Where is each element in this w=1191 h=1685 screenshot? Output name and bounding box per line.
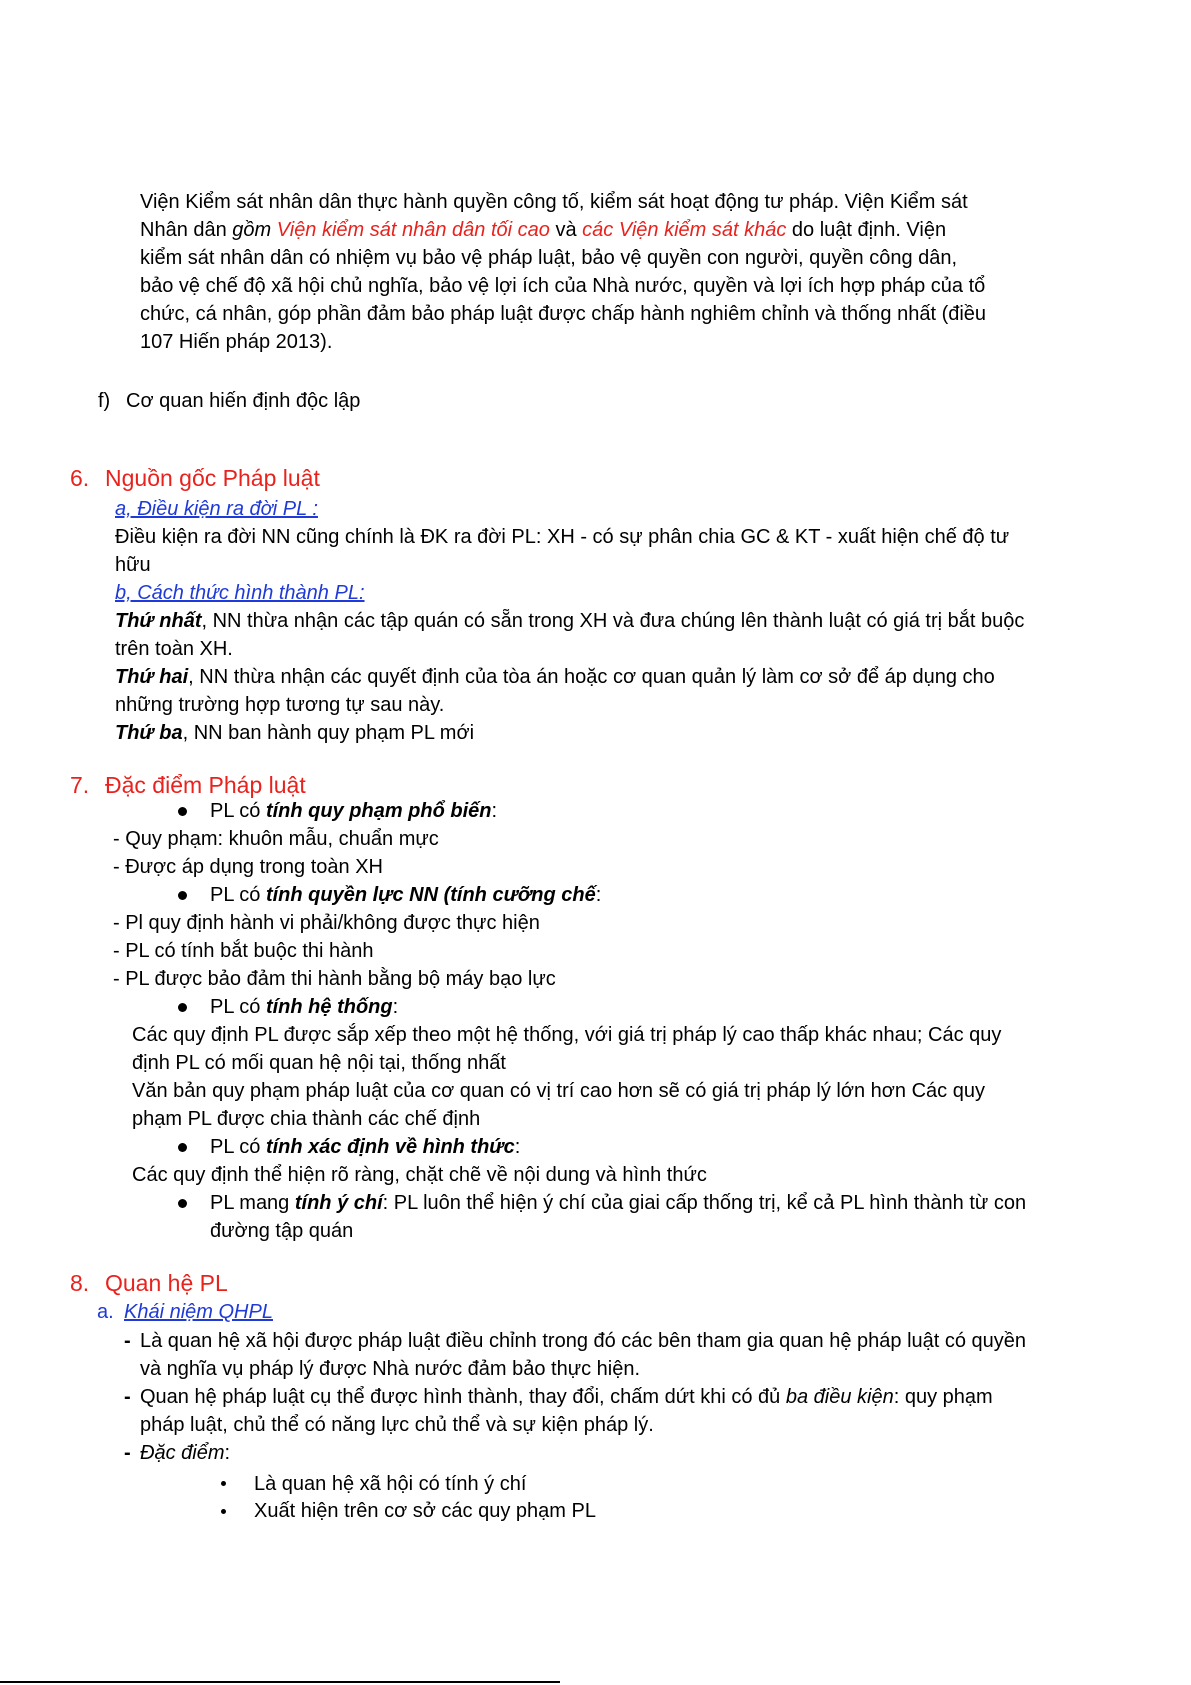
feature-he-thong-text-1: Các quy định PL được sắp xếp theo một hệ thống, với giá trị pháp lý cao thấp khác nhau; Các quy: [132, 1024, 1002, 1046]
dac-diem-item-1: Là quan hệ xã hội có tính ý chí: [254, 1473, 527, 1495]
subheading-cach-thuc: b, Cách thức hình thành PL:: [115, 582, 365, 604]
khai-niem-def-2-cont: pháp luật, chủ thể có năng lực chủ thể và sự kiện pháp lý.: [140, 1414, 654, 1436]
feature-quy-pham: PL có tính quy phạm phổ biến:: [210, 800, 498, 822]
feature-quyen-luc-note-3: - PL được bảo đảm thi hành bằng bộ máy bạo lực: [113, 968, 556, 990]
subheading-a-marker: a.: [97, 1301, 114, 1323]
dac-diem-label: Đặc điểm:: [140, 1442, 231, 1464]
dieu-kien-text-2: hữu: [115, 554, 151, 576]
dash-icon: -: [124, 1442, 131, 1464]
vks-line-1: Viện Kiểm sát nhân dân thực hành quyền công tố, kiểm sát hoạt động tư pháp. Viện Kiểm sát: [140, 191, 968, 213]
bullet-icon: [178, 1003, 187, 1012]
feature-he-thong: PL có tính hệ thống:: [210, 996, 399, 1018]
small-bullet-icon: [221, 1509, 226, 1514]
feature-he-thong-text-4: phạm PL được chia thành các chế định: [132, 1108, 481, 1130]
feature-quyen-luc-note-2: - PL có tính bắt buộc thi hành: [113, 940, 374, 962]
feature-y-chi: PL mang tính ý chí: PL luôn thể hiện ý chí của giai cấp thống trị, kể cả PL hình thành từ con: [210, 1192, 1027, 1214]
bullet-icon: [178, 1199, 187, 1208]
section-7-number: 7.: [70, 772, 90, 798]
section-7-title: Đặc điểm Pháp luật: [105, 772, 306, 798]
dac-diem-item-2: Xuất hiện trên cơ sở các quy phạm PL: [254, 1500, 596, 1522]
bullet-icon: [178, 891, 187, 900]
section-8-title: Quan hệ PL: [105, 1270, 228, 1296]
feature-y-chi-cont: đường tập quán: [210, 1220, 354, 1242]
feature-quy-pham-note-2: - Được áp dụng trong toàn XH: [113, 856, 383, 878]
vks-line-3: kiểm sát nhân dân có nhiệm vụ bảo vệ pháp luật, bảo vệ quyền con người, quyền công dân,: [140, 247, 958, 269]
vks-line-6: 107 Hiến pháp 2013).: [140, 331, 333, 353]
small-bullet-icon: [221, 1481, 226, 1486]
vks-line-2: Nhân dân gồm Viện kiểm sát nhân dân tối cao và các Viện kiểm sát khác do luật định. Viện: [140, 219, 947, 241]
feature-he-thong-text-3: Văn bản quy phạm pháp luật của cơ quan có vị trí cao hơn sẽ có giá trị pháp lý lớn hơn Các quy: [132, 1080, 985, 1102]
footer-divider: [0, 1681, 560, 1683]
dash-icon: -: [124, 1386, 131, 1408]
item-f-text: Cơ quan hiến định độc lập: [126, 390, 361, 412]
way-2-line-1: Thứ hai, NN thừa nhận các quyết định của tòa án hoặc cơ quan quản lý làm cơ sở để áp dụng cho: [115, 666, 995, 688]
khai-niem-def-2: Quan hệ pháp luật cụ thể được hình thành, thay đổi, chấm dứt khi có đủ ba điều kiện: quy phạm: [140, 1386, 993, 1408]
way-3-line-1: Thứ ba, NN ban hành quy phạm PL mới: [115, 722, 475, 744]
subheading-khai-niem: Khái niệm QHPL: [124, 1301, 273, 1323]
bullet-icon: [178, 1143, 187, 1152]
way-1-line-1: Thứ nhất, NN thừa nhận các tập quán có sẵn trong XH và đưa chúng lên thành luật có giá trị bắt buộc: [115, 610, 1025, 632]
khai-niem-def-1: Là quan hệ xã hội được pháp luật điều chỉnh trong đó các bên tham gia quan hệ pháp luật có quyền: [140, 1330, 1027, 1352]
khai-niem-def-1-cont: và nghĩa vụ pháp lý được Nhà nước đảm bảo thực hiện.: [140, 1358, 641, 1380]
dash-icon: -: [124, 1330, 131, 1352]
feature-xac-dinh-text: Các quy định thể hiện rõ ràng, chặt chẽ về nội dung và hình thức: [132, 1164, 707, 1186]
way-2-line-2: những trường hợp tương tự sau này.: [115, 694, 445, 716]
feature-he-thong-text-2: định PL có mối quan hệ nội tại, thống nhất: [132, 1052, 506, 1074]
feature-xac-dinh: PL có tính xác định về hình thức:: [210, 1136, 521, 1158]
feature-quyen-luc-note-1: - Pl quy định hành vi phải/không được thực hiện: [113, 912, 540, 934]
section-6-number: 6.: [70, 465, 90, 491]
dieu-kien-text-1: Điều kiện ra đời NN cũng chính là ĐK ra đời PL: XH - có sự phân chia GC & KT - xuất hiện chế độ tư: [115, 526, 1010, 548]
highlight-vks-khac: các Viện kiểm sát khác: [582, 219, 787, 241]
vks-line-5: chức, cá nhân, góp phần đảm bảo pháp luật được chấp hành nghiêm chỉnh và thống nhất (điều: [140, 303, 987, 325]
section-8-number: 8.: [70, 1270, 90, 1296]
vks-line-4: bảo vệ chế độ xã hội chủ nghĩa, bảo vệ lợi ích của Nhà nước, quyền và lợi ích hợp pháp của tổ: [140, 275, 986, 297]
subheading-dieu-kien: a, Điều kiện ra đời PL :: [115, 498, 318, 520]
feature-quy-pham-note-1: - Quy phạm: khuôn mẫu, chuẩn mực: [113, 828, 439, 850]
feature-quyen-luc: PL có tính quyền lực NN (tính cưỡng chế:: [210, 884, 602, 906]
way-1-line-2: trên toàn XH.: [115, 638, 233, 660]
bullet-icon: [178, 807, 187, 816]
highlight-vks-toi-cao: Viện kiểm sát nhân dân tối cao: [276, 219, 550, 241]
section-6-title: Nguồn gốc Pháp luật: [105, 465, 320, 491]
list-marker-f: f): [98, 390, 111, 412]
